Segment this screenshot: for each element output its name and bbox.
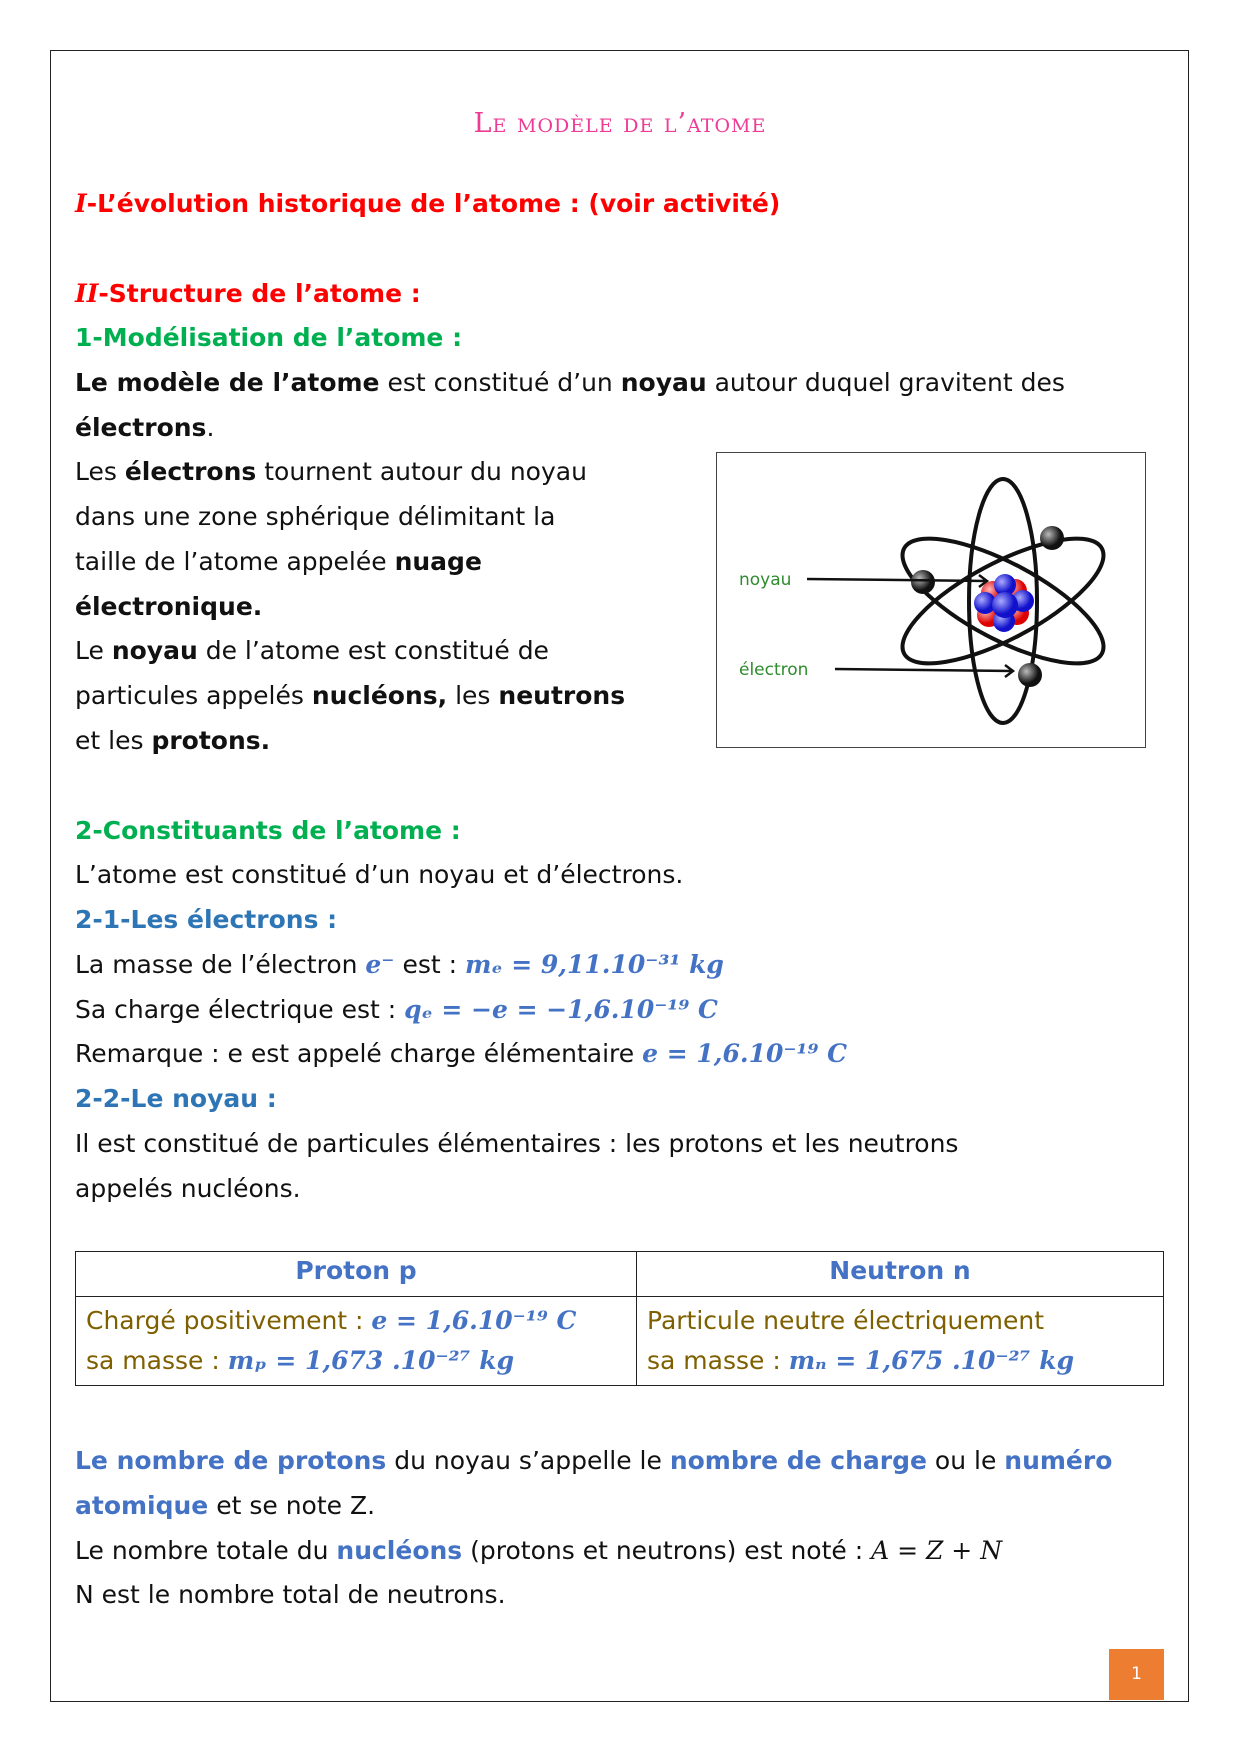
text: La masse de l’électron: [75, 950, 366, 979]
text: tournent autour du noyau: [256, 457, 587, 486]
formula: e = 1,6.10⁻¹⁹ C: [371, 1306, 577, 1335]
text: du noyau s’appelle le: [386, 1446, 670, 1475]
paragraph-line: [75, 679, 625, 713]
bold-text: protons.: [151, 726, 271, 755]
header-proton: Proton p: [76, 1252, 637, 1297]
cell-proton: [76, 1297, 637, 1386]
highlight: numéro: [1004, 1446, 1113, 1475]
atom-illustration: [717, 453, 1145, 747]
formula: mₙ = 1,675 .10⁻²⁷ kg: [788, 1346, 1075, 1375]
paragraph-line: appelés nucléons.: [75, 1174, 301, 1203]
page-title: Le modèle de l’atome: [473, 108, 767, 139]
formula: qₑ = −e = −1,6.10⁻¹⁹ C: [404, 995, 718, 1024]
paragraph-line: [75, 411, 214, 445]
text: particules appelés: [75, 681, 312, 710]
electron-mass-line: [75, 948, 724, 982]
bold-text: électrons: [75, 413, 207, 442]
bold-text: noyau: [620, 368, 707, 397]
bold-text: neutrons: [498, 681, 626, 710]
text: sa masse :: [86, 1346, 228, 1375]
section-2-heading: [75, 277, 421, 311]
text: taille de l’atome appelée: [75, 547, 395, 576]
roman-numeral: I: [75, 189, 87, 218]
text: Remarque : e est appelé charge élémentaire: [75, 1039, 643, 1068]
electron-charge-line: [75, 993, 718, 1027]
page-number: 1: [1109, 1649, 1164, 1700]
formula: A = Z + N: [871, 1536, 1003, 1565]
table-header-row: [76, 1252, 1164, 1297]
text: est :: [394, 950, 465, 979]
text: de l’atome est constitué de: [197, 636, 549, 665]
paragraph-line: [75, 1489, 375, 1523]
text: Le: [75, 636, 112, 665]
bold-text: nuage: [394, 547, 482, 576]
text: et se note Z.: [208, 1491, 376, 1520]
highlight: nucléons: [336, 1536, 463, 1565]
paragraph-line: [75, 634, 549, 668]
label-electron: électron: [739, 660, 809, 680]
roman-numeral: II: [75, 279, 99, 308]
paragraph-line: [75, 724, 270, 758]
text: Le nombre totale du: [75, 1536, 337, 1565]
paragraph-line: électronique.: [75, 592, 263, 621]
formula: mₑ = 9,11.10⁻³¹ kg: [465, 950, 724, 979]
nucleon-table: [75, 1251, 1164, 1386]
electron: [1018, 663, 1042, 687]
paragraph-line: [75, 545, 482, 579]
highlight: atomique: [75, 1491, 209, 1520]
cell-neutron: [637, 1297, 1164, 1386]
text: Chargé positivement :: [86, 1306, 372, 1335]
electron: [1040, 526, 1064, 550]
text: ou le: [926, 1446, 1005, 1475]
subsection-electrons: 2-1-Les électrons :: [75, 905, 338, 934]
text: les: [447, 681, 499, 710]
subsection-noyau: 2-2-Le noyau :: [75, 1084, 277, 1113]
section-1-heading: [75, 187, 780, 221]
text: et les: [75, 726, 152, 755]
label-noyau: noyau: [739, 570, 792, 590]
formula: mₚ = 1,673 .10⁻²⁷ kg: [227, 1346, 515, 1375]
paragraph-line: [75, 1444, 1112, 1478]
paragraph-line: L’atome est constitué d’un noyau et d’électrons.: [75, 860, 684, 889]
text: .: [206, 413, 215, 442]
table-row: [76, 1297, 1164, 1386]
text: Les: [75, 457, 125, 486]
heading-text: -L’évolution historique de l’atome : (voir activité): [86, 189, 781, 218]
highlight: Le nombre de protons: [75, 1446, 387, 1475]
paragraph-line: dans une zone sphérique délimitant la: [75, 502, 556, 531]
paragraph-line: [75, 366, 1065, 400]
remark-line: [75, 1037, 847, 1071]
subsection-constituants: 2-Constituants de l’atome :: [75, 816, 461, 845]
header-neutron: Neutron n: [637, 1252, 1164, 1297]
text: Particule neutre électriquement: [647, 1306, 1045, 1335]
text: est constitué d’un: [379, 368, 621, 397]
highlight: nombre de charge: [669, 1446, 927, 1475]
bold-text: nucléons,: [311, 681, 448, 710]
paragraph-line: [75, 1534, 1002, 1568]
bold-text: noyau: [111, 636, 198, 665]
atom-diagram: [716, 452, 1146, 748]
formula: e⁻: [365, 950, 395, 979]
paragraph-line: N est le nombre total de neutrons.: [75, 1580, 506, 1609]
formula: e = 1,6.10⁻¹⁹ C: [642, 1039, 848, 1068]
bold-text: Le modèle de l’atome: [75, 368, 380, 397]
text: autour duquel gravitent des: [706, 368, 1065, 397]
electron: [911, 570, 935, 594]
paragraph-line: [75, 455, 587, 489]
bold-text: électrons: [124, 457, 257, 486]
text: (protons et neutrons) est noté :: [462, 1536, 872, 1565]
heading-text: -Structure de l’atome :: [98, 279, 421, 308]
text: Sa charge électrique est :: [75, 995, 405, 1024]
subsection-modelisation: 1-Modélisation de l’atome :: [75, 323, 463, 352]
text: sa masse :: [647, 1346, 789, 1375]
paragraph-line: Il est constitué de particules élémentaires : les protons et les neutrons: [75, 1129, 959, 1158]
